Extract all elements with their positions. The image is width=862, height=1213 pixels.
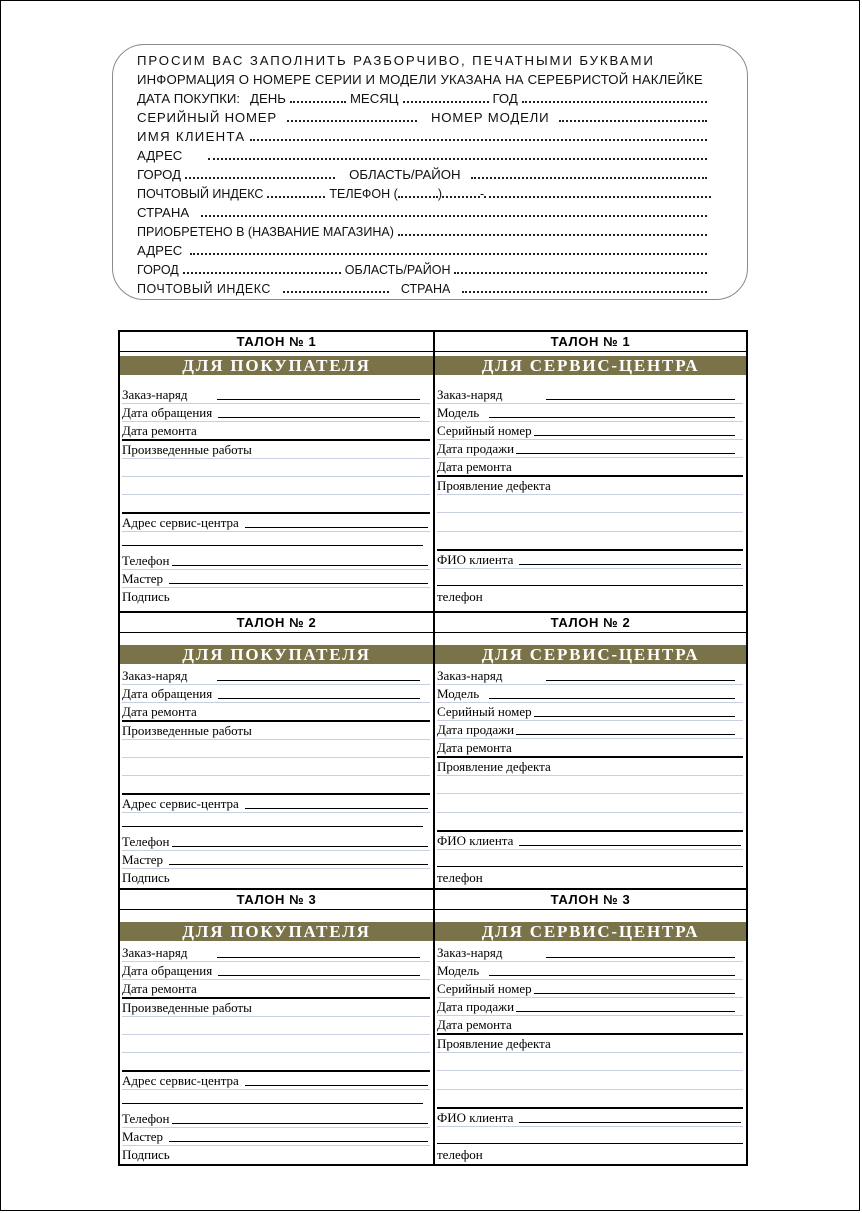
store-field[interactable] — [398, 234, 707, 236]
repair-date-label: Дата ремонта — [437, 1017, 512, 1032]
day-field[interactable] — [290, 101, 346, 103]
blank-row[interactable] — [437, 795, 743, 813]
appeal-date-field[interactable] — [218, 962, 420, 976]
service-address-row — [122, 1072, 430, 1090]
blank-row[interactable] — [122, 1035, 430, 1053]
blank-row[interactable] — [122, 740, 430, 758]
postal-phone-line — [137, 182, 711, 201]
coupon-title: ТАЛОН № 3 — [435, 888, 746, 910]
store-address-line — [137, 239, 711, 258]
order-field[interactable] — [546, 667, 735, 681]
order-row — [122, 944, 430, 962]
service-band: ДЛЯ СЕРВИС-ЦЕНТРА — [435, 356, 746, 375]
phone-label: телефон — [437, 589, 483, 604]
sale-date-row — [437, 440, 743, 458]
phone-row — [437, 588, 743, 605]
client-name-field-2[interactable] — [437, 1143, 743, 1144]
sale-date-field[interactable] — [516, 721, 735, 735]
country-line — [137, 201, 711, 220]
order-row — [122, 667, 430, 685]
model-field[interactable] — [489, 404, 735, 418]
phone-field[interactable] — [172, 1110, 428, 1124]
blank-row[interactable] — [122, 459, 430, 477]
address-field[interactable] — [208, 158, 707, 160]
appeal-date-label: Дата обращения — [122, 405, 213, 420]
store-city-field[interactable] — [183, 272, 341, 274]
month-label: МЕСЯЦ — [349, 91, 399, 106]
store-postal-label: ПОЧТОВЫЙ ИНДЕКС — [137, 282, 271, 296]
model-label: Модель — [437, 405, 480, 420]
service-coupon-1 — [435, 330, 746, 611]
phone-label: Телефон — [122, 553, 170, 568]
blank-row[interactable] — [122, 495, 430, 514]
repair-date-row — [437, 1016, 743, 1035]
blank-row[interactable] — [437, 514, 743, 532]
master-field[interactable] — [169, 1128, 428, 1142]
region-field[interactable] — [471, 177, 707, 179]
store-country-label: СТРАНА — [400, 282, 451, 296]
serial-label: Серийный номер — [437, 981, 532, 996]
repair-date-label: Дата ремонта — [437, 459, 512, 474]
order-label: Заказ-наряд — [122, 668, 188, 683]
service-column — [433, 330, 748, 1166]
sale-date-field[interactable] — [516, 998, 735, 1012]
defect-label: Проявление дефекта — [437, 759, 551, 774]
order-field[interactable] — [217, 944, 420, 958]
master-row — [122, 851, 430, 869]
model-row — [437, 962, 743, 980]
blank-row[interactable] — [122, 477, 430, 495]
service-address-field[interactable] — [245, 795, 428, 809]
store-postal-line — [137, 277, 711, 296]
client-name-label: ФИО клиента — [437, 1110, 514, 1125]
phone-row — [122, 552, 430, 570]
address-label: АДРЕС — [137, 148, 183, 163]
service-address-field[interactable] — [245, 1072, 428, 1086]
signature-label: Подпись — [122, 589, 170, 604]
instruction-text: ПРОСИМ ВАС ЗАПОЛНИТЬ РАЗБОРЧИВО, ПЕЧАТНЫМИ БУКВАМИ — [137, 53, 655, 68]
sale-date-label: Дата продажи — [437, 999, 515, 1014]
client-name-row — [437, 1109, 743, 1127]
address-line — [137, 144, 711, 163]
blank-row[interactable] — [122, 1053, 430, 1072]
client-name-line — [137, 125, 711, 144]
client-name-field-2[interactable] — [437, 585, 743, 586]
order-field[interactable] — [217, 667, 420, 681]
appeal-date-row — [122, 404, 430, 422]
serial-row — [437, 703, 743, 721]
city-field[interactable] — [185, 177, 335, 179]
master-row — [122, 1128, 430, 1146]
store-address-label: АДРЕС — [137, 243, 183, 258]
master-label: Мастер — [122, 571, 164, 586]
day-label: ДЕНЬ — [250, 91, 286, 106]
model-number-field[interactable] — [559, 120, 707, 122]
repair-date-row — [122, 703, 430, 722]
client-name-label: ФИО клиента — [437, 552, 514, 567]
service-address-label: Адрес сервис-центра — [122, 796, 239, 811]
phone-label: Телефон — [122, 1111, 170, 1126]
model-row — [437, 685, 743, 703]
service-address-label: Адрес сервис-центра — [122, 1073, 239, 1088]
client-name-field-2[interactable] — [437, 866, 743, 867]
phone-number-field-2[interactable] — [484, 196, 711, 198]
blank-row[interactable] — [437, 776, 743, 794]
service-address-row — [122, 795, 430, 813]
model-field[interactable] — [489, 685, 735, 699]
blank-row[interactable] — [122, 758, 430, 776]
repair-date-row — [122, 980, 430, 999]
phone-label: ТЕЛЕФОН ( — [329, 187, 398, 201]
sale-date-row — [437, 998, 743, 1016]
country-field[interactable] — [201, 215, 707, 217]
appeal-date-label: Дата обращения — [122, 963, 213, 978]
order-label: Заказ-наряд — [122, 387, 188, 402]
year-field[interactable] — [522, 101, 707, 103]
serial-field[interactable] — [534, 422, 735, 436]
service-address-field-2[interactable] — [122, 545, 423, 546]
serial-model-line — [137, 106, 711, 125]
phone-label: телефон — [437, 1147, 483, 1162]
buyer-column — [118, 330, 433, 1166]
store-line — [137, 220, 711, 239]
purchase-date-label: ДАТА ПОКУПКИ: — [137, 91, 241, 106]
sale-date-label: Дата продажи — [437, 722, 515, 737]
city-region-line — [137, 163, 711, 182]
model-label: Модель — [437, 963, 480, 978]
buyer-band: ДЛЯ ПОКУПАТЕЛЯ — [120, 645, 433, 664]
works-done-label: Произведенные работы — [122, 442, 252, 457]
defect-row — [437, 477, 743, 495]
defect-label: Проявление дефекта — [437, 1036, 551, 1051]
master-label: Мастер — [122, 1129, 164, 1144]
sale-date-field[interactable] — [516, 440, 735, 454]
defect-row — [437, 1035, 743, 1053]
master-field[interactable] — [169, 851, 428, 865]
phone-label: Телефон — [122, 834, 170, 849]
works-done-label: Произведенные работы — [122, 723, 252, 738]
warranty-coupons — [118, 330, 748, 1166]
serial-field[interactable] — [534, 703, 735, 717]
phone-field[interactable] — [172, 552, 428, 566]
buyer-coupon-3 — [120, 888, 433, 1169]
repair-date-row — [122, 422, 430, 441]
service-address-field-2[interactable] — [122, 1103, 423, 1104]
model-field[interactable] — [489, 962, 735, 976]
sale-date-label: Дата продажи — [437, 441, 515, 456]
service-address-field-2[interactable] — [122, 826, 423, 827]
service-address-field[interactable] — [245, 514, 428, 528]
store-city-label: ГОРОД — [137, 263, 179, 277]
sticker-note-line — [137, 68, 711, 87]
serial-label: Серийный номер — [437, 423, 532, 438]
repair-date-label: Дата ремонта — [122, 423, 197, 438]
order-label: Заказ-наряд — [437, 387, 503, 402]
sale-date-row — [437, 721, 743, 739]
order-label: Заказ-наряд — [437, 668, 503, 683]
blank-row[interactable] — [437, 532, 743, 551]
appeal-date-row — [122, 962, 430, 980]
repair-date-label: Дата ремонта — [437, 740, 512, 755]
defect-row — [437, 758, 743, 776]
works-done-row — [122, 999, 430, 1017]
serial-row — [437, 980, 743, 998]
signature-label: Подпись — [122, 1147, 170, 1162]
appeal-date-label: Дата обращения — [122, 686, 213, 701]
store-address-field[interactable] — [190, 253, 707, 255]
model-number-label: НОМЕР МОДЕЛИ — [430, 110, 550, 125]
postal-code-field[interactable] — [267, 196, 325, 198]
signature-row — [122, 1146, 430, 1163]
phone-row — [437, 1146, 743, 1163]
country-label: СТРАНА — [137, 205, 190, 220]
month-field[interactable] — [403, 101, 489, 103]
order-row — [437, 667, 743, 685]
order-label: Заказ-наряд — [122, 945, 188, 960]
phone-row — [122, 1110, 430, 1128]
purchase-date-line — [137, 87, 711, 106]
coupon-title: ТАЛОН № 2 — [120, 611, 433, 633]
phone-close-paren: ) — [437, 187, 442, 201]
service-coupon-2 — [435, 611, 746, 892]
service-address-label: Адрес сервис-центра — [122, 515, 239, 530]
repair-date-label: Дата ремонта — [122, 981, 197, 996]
buyer-coupon-2 — [120, 611, 433, 892]
registration-info-box — [112, 44, 748, 300]
buyer-coupon-1 — [120, 330, 433, 611]
phone-label: телефон — [437, 870, 483, 885]
order-label: Заказ-наряд — [437, 945, 503, 960]
order-row — [122, 386, 430, 404]
phone-row — [437, 869, 743, 886]
blank-row[interactable] — [437, 1072, 743, 1090]
client-name-field[interactable] — [519, 832, 741, 846]
blank-row[interactable] — [437, 495, 743, 513]
repair-date-row — [437, 458, 743, 477]
coupon-title: ТАЛОН № 3 — [120, 888, 433, 910]
service-coupon-3 — [435, 888, 746, 1169]
store-region-field[interactable] — [454, 272, 707, 274]
master-label: Мастер — [122, 852, 164, 867]
store-city-line — [137, 258, 711, 277]
model-row — [437, 404, 743, 422]
repair-date-row — [437, 739, 743, 758]
appeal-date-field[interactable] — [218, 685, 420, 699]
appeal-date-field[interactable] — [218, 404, 420, 418]
coupon-title: ТАЛОН № 1 — [435, 330, 746, 352]
order-row — [437, 386, 743, 404]
service-band: ДЛЯ СЕРВИС-ЦЕНТРА — [435, 922, 746, 941]
phone-number-field[interactable] — [442, 196, 480, 198]
blank-row[interactable] — [437, 1053, 743, 1071]
store-label: ПРИОБРЕТЕНО В (НАЗВАНИЕ МАГАЗИНА) — [137, 225, 394, 239]
store-postal-field[interactable] — [283, 291, 389, 293]
city-label: ГОРОД — [137, 167, 182, 182]
serial-row — [437, 422, 743, 440]
client-name-label: ФИО клиента — [437, 833, 514, 848]
store-region-label: ОБЛАСТЬ/РАЙОН — [344, 263, 451, 277]
serial-number-label: СЕРИЙНЫЙ НОМЕР — [137, 110, 277, 125]
blank-row[interactable] — [437, 813, 743, 832]
serial-label: Серийный номер — [437, 704, 532, 719]
year-label: ГОД — [492, 91, 518, 106]
blank-row[interactable] — [122, 1017, 430, 1035]
service-band: ДЛЯ СЕРВИС-ЦЕНТРА — [435, 645, 746, 664]
store-country-field[interactable] — [462, 291, 707, 293]
phone-dash: - — [479, 187, 485, 201]
appeal-date-row — [122, 685, 430, 703]
order-field[interactable] — [546, 386, 735, 400]
instruction-line — [137, 49, 711, 68]
blank-row[interactable] — [122, 776, 430, 795]
works-done-label: Произведенные работы — [122, 1000, 252, 1015]
master-row — [122, 570, 430, 588]
phone-field[interactable] — [172, 833, 428, 847]
signature-label: Подпись — [122, 870, 170, 885]
buyer-band: ДЛЯ ПОКУПАТЕЛЯ — [120, 356, 433, 375]
serial-number-field[interactable] — [287, 120, 417, 122]
sticker-note-text: ИНФОРМАЦИЯ О НОМЕРЕ СЕРИИ И МОДЕЛИ УКАЗАНА НА СЕРЕБРИСТОЙ НАКЛЕЙКЕ — [137, 72, 703, 87]
phone-row — [122, 833, 430, 851]
model-label: Модель — [437, 686, 480, 701]
master-field[interactable] — [169, 570, 428, 584]
order-field[interactable] — [217, 386, 420, 400]
buyer-band: ДЛЯ ПОКУПАТЕЛЯ — [120, 922, 433, 941]
phone-code-field[interactable] — [398, 196, 438, 198]
order-field[interactable] — [546, 944, 735, 958]
client-name-label: ИМЯ КЛИЕНТА — [137, 129, 246, 144]
coupon-title: ТАЛОН № 2 — [435, 611, 746, 633]
postal-code-label: ПОЧТОВЫЙ ИНДЕКС — [137, 187, 264, 201]
defect-label: Проявление дефекта — [437, 478, 551, 493]
coupon-title: ТАЛОН № 1 — [120, 330, 433, 352]
order-row — [437, 944, 743, 962]
client-name-field[interactable] — [519, 1109, 741, 1123]
client-name-row — [437, 832, 743, 850]
region-label: ОБЛАСТЬ/РАЙОН — [349, 167, 461, 182]
works-done-row — [122, 722, 430, 740]
client-name-field[interactable] — [519, 551, 741, 565]
service-address-row — [122, 514, 430, 532]
serial-field[interactable] — [534, 980, 735, 994]
client-name-field[interactable] — [250, 139, 708, 141]
client-name-row — [437, 551, 743, 569]
works-done-row — [122, 441, 430, 459]
blank-row[interactable] — [437, 1090, 743, 1109]
signature-row — [122, 588, 430, 605]
signature-row — [122, 869, 430, 886]
repair-date-label: Дата ремонта — [122, 704, 197, 719]
